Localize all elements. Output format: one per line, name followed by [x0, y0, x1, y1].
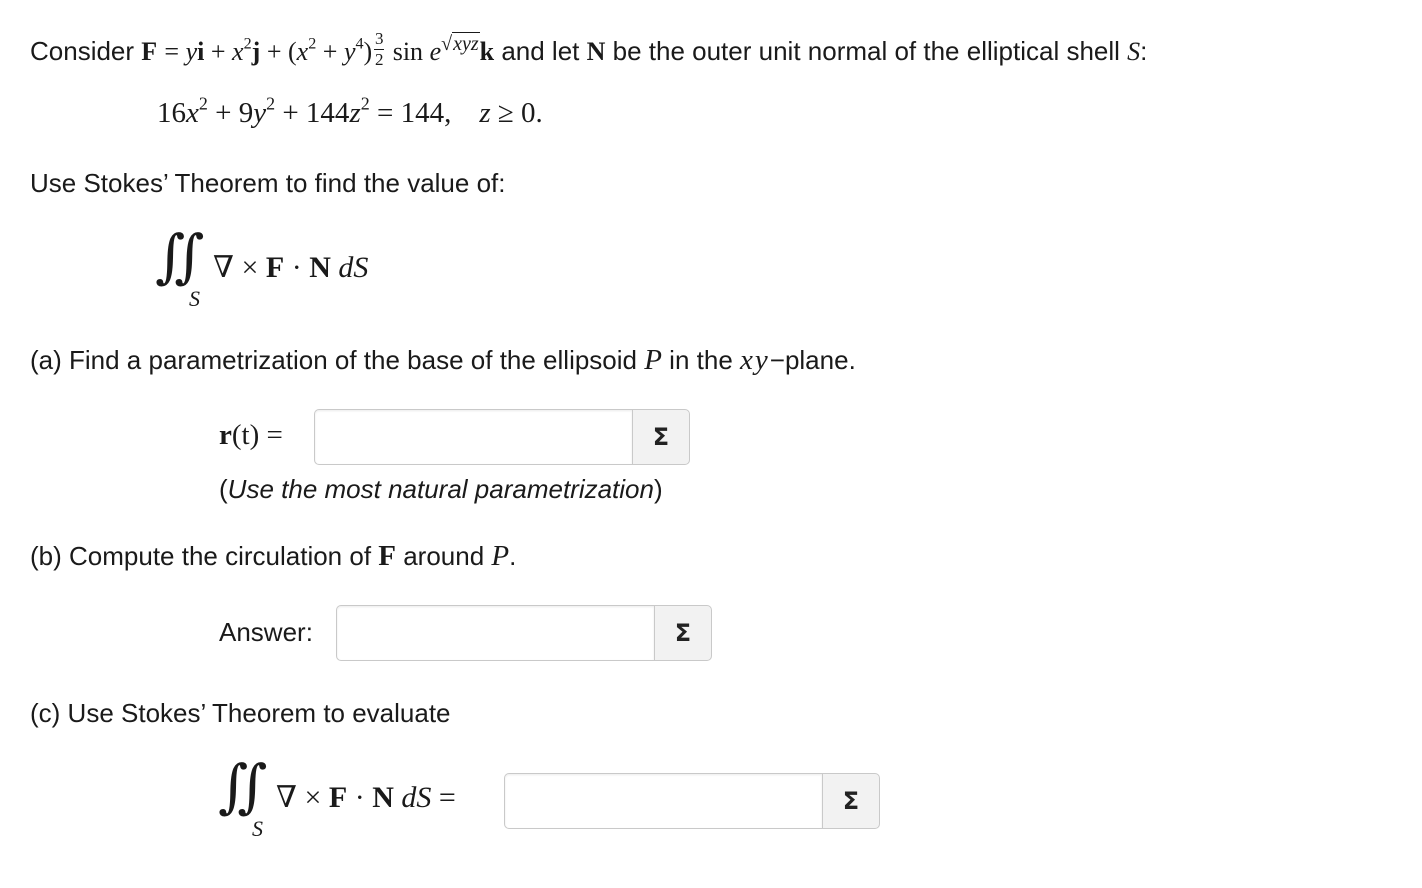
var-y: y: [343, 37, 356, 66]
and-let-text: and let: [494, 36, 587, 66]
sqrt-argument: xyz: [453, 33, 479, 55]
r-of-t-label: [219, 419, 283, 452]
outer-normal-text: be the outer unit normal of the elliptical shell: [605, 36, 1128, 66]
var-x: x: [232, 37, 244, 66]
exponent: 2: [198, 93, 208, 114]
z-condition: ≥ 0.: [490, 97, 543, 129]
region-P: P: [491, 540, 510, 572]
plus-9: + 9: [207, 97, 254, 129]
surface-S: S: [353, 251, 369, 284]
vector-F: F: [265, 251, 285, 284]
dot-product: ·: [347, 781, 373, 814]
problem-statement: [30, 29, 1147, 68]
frac-numerator: 3: [374, 29, 384, 48]
surface-integral-c: [218, 752, 508, 847]
integrand: [213, 250, 368, 285]
double-integral-icon: ∬: [155, 222, 183, 290]
surface-integral: [155, 222, 415, 312]
differential-d: d: [393, 781, 417, 814]
plus-paren: + (: [260, 37, 297, 66]
sigma-button-c[interactable]: [822, 773, 880, 829]
exponent: 2: [360, 93, 370, 114]
answer-a-group: [314, 409, 690, 467]
exponent: 2: [266, 93, 276, 114]
close-paren: ): [363, 37, 373, 66]
integrand: [276, 780, 456, 815]
integral-subscript: S: [252, 816, 263, 841]
ellipsoid-equation: [157, 93, 543, 129]
var-y: y: [253, 97, 267, 129]
consider-text: Consider: [30, 36, 135, 66]
answer-c-group: [504, 773, 880, 831]
hint-close-paren: ): [653, 474, 663, 504]
double-integral-icon: ∬: [218, 752, 246, 820]
region-P: P: [644, 344, 662, 376]
plus-sign: +: [316, 37, 344, 66]
answer-a-input[interactable]: [314, 409, 632, 465]
surface-S: S: [416, 781, 432, 814]
unit-i: i: [197, 37, 205, 66]
radical-sign: √: [441, 33, 453, 55]
part-a-mid: in the: [661, 345, 741, 375]
part-b-question: [30, 541, 516, 571]
frac-denominator: 2: [374, 50, 384, 69]
colon: :: [1140, 36, 1148, 66]
var-z: z: [479, 97, 491, 129]
unit-j: j: [251, 37, 261, 66]
curl-operator: ∇ ×: [276, 781, 329, 814]
answer-c-input[interactable]: [504, 773, 822, 829]
answer-b-group: [336, 605, 712, 663]
part-b-mid: around: [396, 541, 492, 571]
normal-N: N: [309, 251, 331, 284]
sin-function: sin: [386, 37, 430, 66]
vector-F: F: [141, 37, 158, 66]
plus-sign: +: [204, 37, 233, 66]
equals-144: = 144,: [369, 97, 452, 129]
differential-d: d: [330, 251, 354, 284]
var-z: z: [349, 97, 361, 129]
var-x: x: [296, 37, 309, 66]
part-b-suffix: .: [509, 541, 517, 571]
sigma-button-b[interactable]: [654, 605, 712, 661]
fraction-three-halves: [374, 30, 384, 68]
hint-text: Use the most natural parametrization: [227, 474, 654, 504]
vector-F: F: [328, 781, 348, 814]
equals-sign: =: [164, 37, 186, 66]
hint-open-paren: (: [219, 474, 228, 504]
part-a-text: (a) Find a parametrization of the base of the ellipsoid: [30, 345, 645, 375]
answer-b-input[interactable]: [336, 605, 654, 661]
part-a-question: [30, 345, 856, 375]
part-c-question: (c) Use Stokes’ Theorem to evaluate: [30, 698, 451, 728]
use-stokes-text: Use Stokes’ Theorem to find the value of:: [30, 168, 506, 198]
r-argument: (t) =: [231, 419, 283, 451]
answer-label: Answer:: [219, 617, 313, 647]
curl-operator: ∇ ×: [213, 251, 266, 284]
dot-product: ·: [284, 251, 310, 284]
var-x: x: [186, 97, 199, 129]
vector-F: F: [378, 540, 396, 572]
var-y: y: [185, 37, 198, 66]
part-a-suffix: −plane.: [769, 345, 856, 375]
sigma-button-a[interactable]: [632, 409, 690, 465]
sigma-icon: Σ: [674, 619, 692, 647]
equals-sign: =: [431, 781, 456, 814]
plus-144: + 144: [275, 97, 350, 129]
sigma-icon: Σ: [652, 423, 670, 451]
normal-N: N: [586, 37, 606, 66]
exponent: 4: [355, 35, 364, 53]
normal-N: N: [372, 781, 394, 814]
vector-r: r: [219, 419, 232, 451]
exponent: 2: [243, 35, 252, 53]
coef-16: 16: [157, 97, 186, 129]
parametrization-hint: [219, 474, 663, 504]
unit-k: k: [479, 37, 495, 66]
euler-e: e: [429, 37, 442, 66]
xy-plane-vars: xy: [740, 344, 770, 376]
surface-S: S: [1127, 37, 1141, 66]
part-b-text: (b) Compute the circulation of: [30, 541, 379, 571]
exponent: 2: [308, 35, 317, 53]
sqrt-exponent: [441, 29, 480, 59]
integral-subscript: S: [189, 286, 200, 311]
sigma-icon: Σ: [842, 787, 860, 815]
